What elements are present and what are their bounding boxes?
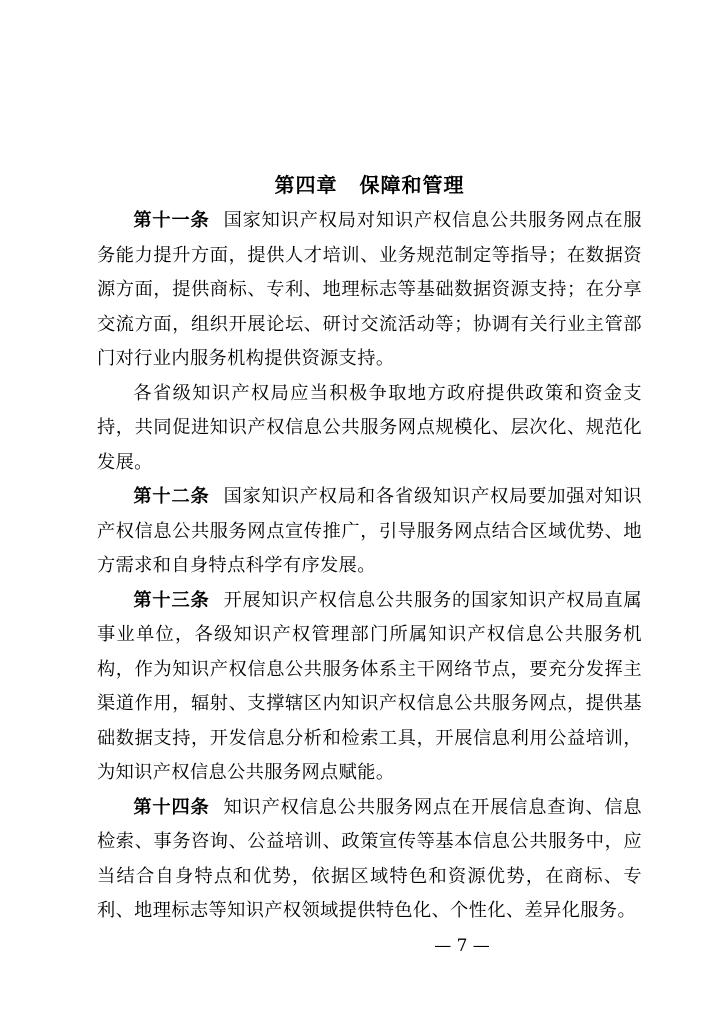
article-number: 第十三条 bbox=[133, 589, 210, 611]
article-text: 知识产权信息公共服务网点在开展信息查询、信息检索、事务咨询、公益培训、政策宣传等基本信息公共服务中，应当结合自身特点和优势，依据区域特色和资源优势，在商标、专利、地理标志等知识产权领域提供特色化、个性化、差异化服务。 bbox=[97, 796, 642, 921]
chapter-name: 保障和管理 bbox=[359, 173, 465, 197]
chapter-title bbox=[97, 170, 642, 200]
article-text: 开展知识产权信息公共服务的国家知识产权局直属事业单位，各级知识产权管理部门所属知识产权信息公共服务机构，作为知识产权信息公共服务体系主干网络节点，要充分发挥主渠道作用，辐射、支撑辖区内知识产权信息公共服务网点，提供基础数据支持，开发信息分析和检索工具，开展信息利用公益培训，为知识产权信息公共服务网点赋能。 bbox=[97, 589, 642, 783]
article-text: 国家知识产权局对知识产权信息公共服务网点在服务能力提升方面，提供人才培训、业务规范制定等指导；在数据资源方面，提供商标、专利、地理标志等基础数据资源支持；在分享交流方面，组织开展论坛、研讨交流活动等；协调有关行业主管部门对行业内服务机构提供资源支持。 bbox=[97, 210, 642, 369]
chapter-number: 第四章 bbox=[274, 173, 338, 197]
article-11 bbox=[97, 204, 642, 377]
article-number: 第十一条 bbox=[133, 210, 210, 231]
article-text: 各省级知识产权局应当积极争取地方政府提供政策和资金支持，共同促进知识产权信息公共服务网点规模化、层次化、规范化发展。 bbox=[97, 382, 642, 473]
article-13 bbox=[97, 584, 642, 791]
article-number: 第十二条 bbox=[133, 486, 210, 507]
document-page bbox=[97, 170, 642, 929]
article-12 bbox=[97, 480, 642, 584]
article-text: 国家知识产权局和各省级知识产权局要加强对知识产权信息公共服务网点宣传推广，引导服务网点结合区域优势、地方需求和自身特点科学有序发展。 bbox=[97, 486, 642, 576]
page-number: — 7 — bbox=[434, 936, 490, 956]
article-11-paragraph-2 bbox=[97, 377, 642, 481]
article-14 bbox=[97, 791, 642, 929]
article-number: 第十四条 bbox=[133, 796, 210, 818]
